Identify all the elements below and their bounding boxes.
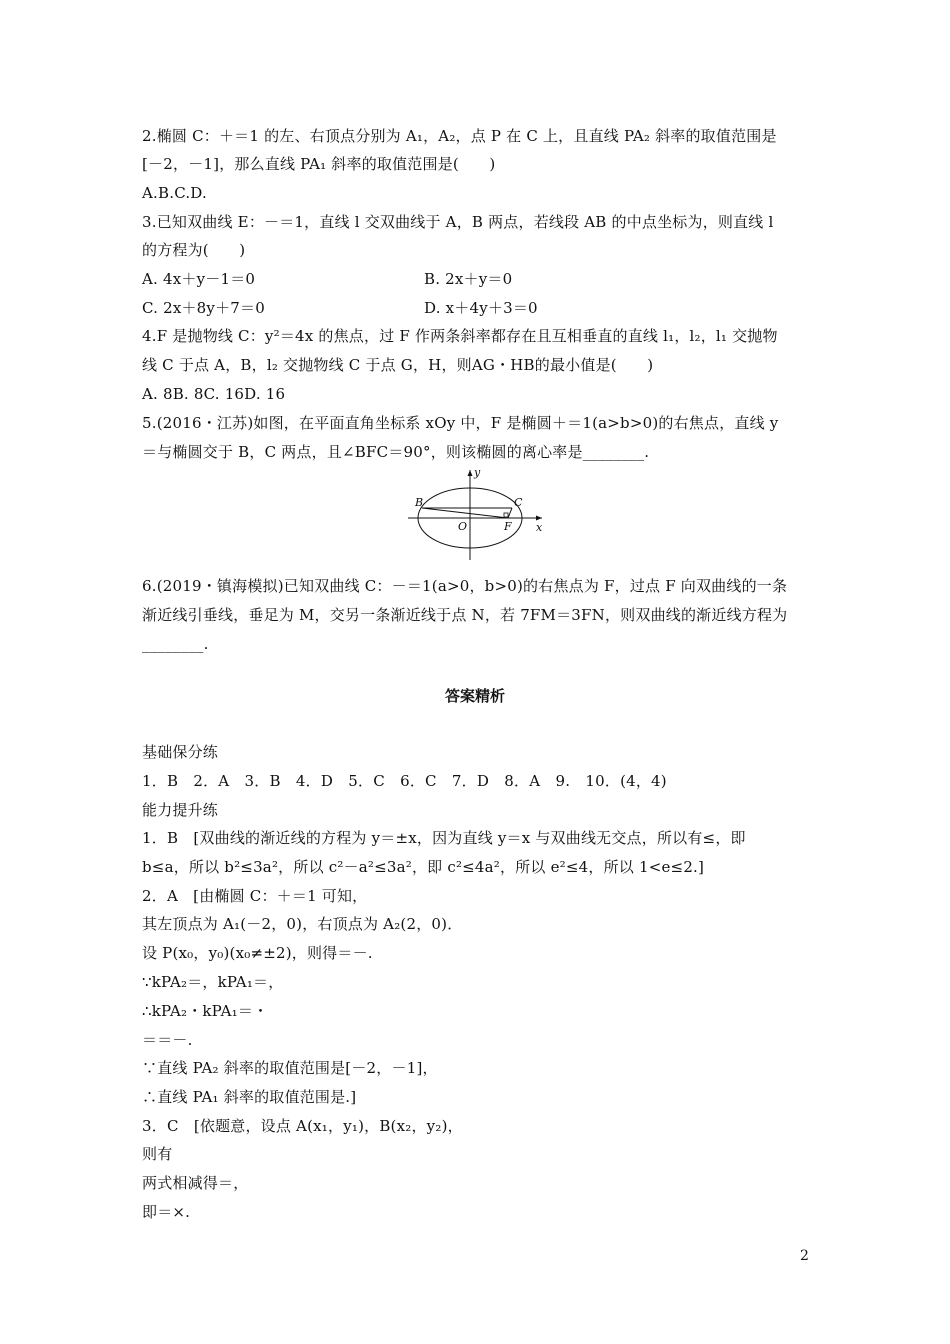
sol3-line-1: 3．C [依题意，设点 A(x₁，y₁)，B(x₂，y₂)， [142,1117,463,1135]
sol2-line-6: ＝＝－. [142,1031,193,1049]
section-advanced: 能力提升练 [142,801,219,819]
q5-line-2: ＝与椭圆交于 B，C 两点，且∠BFC＝90°，则该椭圆的离心率是________. [142,443,650,461]
q6-line-1: 6.(2019・镇海模拟)已知双曲线 C：－＝1(a>0，b>0)的右焦点为 F，过点 F 向双曲线的一条 [142,577,788,595]
q4-line-1: 4.F 是抛物线 C：y²＝4x 的焦点，过 F 作两条斜率都存在且互相垂直的直线 l₁，l₂，l₁ 交抛物 [142,327,778,345]
q5-line-1: 5.(2016・江苏)如图，在平面直角坐标系 xOy 中，F 是椭圆＋＝1(a>b>0)的右焦点，直线 y [142,414,779,432]
x-axis-arrow [536,516,542,521]
sol2-line-1: 2．A [由椭圆 C：＋＝1 可知， [142,887,368,905]
sol2-line-4: ∵kPA₂＝，kPA₁＝， [142,973,284,991]
figure-label-c: C [514,496,523,509]
sol3-line-4: 即＝×. [142,1203,191,1221]
sol2-line-7: ∵直线 PA₂ 斜率的取值范围是[－2，－1]， [142,1059,438,1077]
q3-line-1: 3.已知双曲线 E：－＝1，直线 l 交双曲线于 A，B 两点，若线段 AB 的中点坐标为，则直线 l [142,213,774,231]
figure-label-y: y [474,466,481,479]
q2-line-2: [－2，－1]，那么直线 PA₁ 斜率的取值范围是( ) [142,155,496,173]
segment-cf [508,508,512,518]
basic-answers: 1．B 2．A 3．B 4．D 5．C 6．C 7．D 8．A 9. 10．(4，4) [142,772,667,790]
ellipse-figure [400,464,550,564]
sol2-line-5: ∴kPA₂・kPA₁＝・ [142,1002,269,1020]
y-axis-arrow [468,470,473,476]
q3-options-row-2 [142,298,822,318]
q3-option-d: D. x＋4y＋3＝0 [424,299,538,317]
q4-options: A. 8B. 8C. 16D. 16 [142,385,286,403]
q2-options: A.B.C.D. [142,184,207,202]
sol2-line-8: ∴直线 PA₁ 斜率的取值范围是.] [142,1088,357,1106]
q2-line-1: 2.椭圆 C：＋＝1 的左、右顶点分别为 A₁，A₂，点 P 在 C 上，且直线 PA₂ 斜率的取值范围是 [142,127,777,145]
figure-label-f: F [504,520,512,533]
q4-line-2: 线 C 于点 A，B，l₂ 交抛物线 C 于点 G，H，则AG・HB的最小值是( ) [142,356,654,374]
sol1-line-2: b≤a，所以 b²≤3a²，所以 c²－a²≤3a²，即 c²≤4a²，所以 e²≤4，所以 1<e≤2.] [142,858,705,876]
q3-option-b: B. 2x＋y＝0 [424,270,513,288]
q3-line-2: 的方程为( ) [142,241,246,259]
figure-label-o: O [458,520,468,533]
q3-option-c: C. 2x＋8y＋7＝0 [142,299,265,317]
segment-bf [422,508,508,518]
right-angle-mark [504,513,508,517]
sol2-line-2: 其左顶点为 A₁(－2，0)，右顶点为 A₂(2，0)． [142,915,463,933]
sol1-line-1: 1．B [双曲线的渐近线的方程为 y＝±x，因为直线 y＝x 与双曲线无交点，所以有≤，即 [142,829,746,847]
q3-option-a: A. 4x＋y－1＝0 [142,270,256,288]
sol2-line-3: 设 P(x₀，y₀)(x₀≠±2)，则得＝－. [142,944,373,962]
answer-heading: 答案精析 [444,687,505,705]
q3-options-row-1 [142,269,822,289]
q6-line-2: 渐近线引垂线，垂足为 M，交另一条渐近线于点 N，若 7FM＝3FN，则双曲线的渐近线方程为 [142,606,788,624]
page-number: 2 [800,1248,809,1264]
section-basic: 基础保分练 [142,743,219,761]
figure-label-x: x [536,521,543,534]
figure-label-b: B [415,496,424,509]
sol3-line-3: 两式相减得＝， [142,1174,249,1192]
q6-line-3: ________. [142,635,209,653]
sol3-line-2: 则有 [142,1145,173,1163]
